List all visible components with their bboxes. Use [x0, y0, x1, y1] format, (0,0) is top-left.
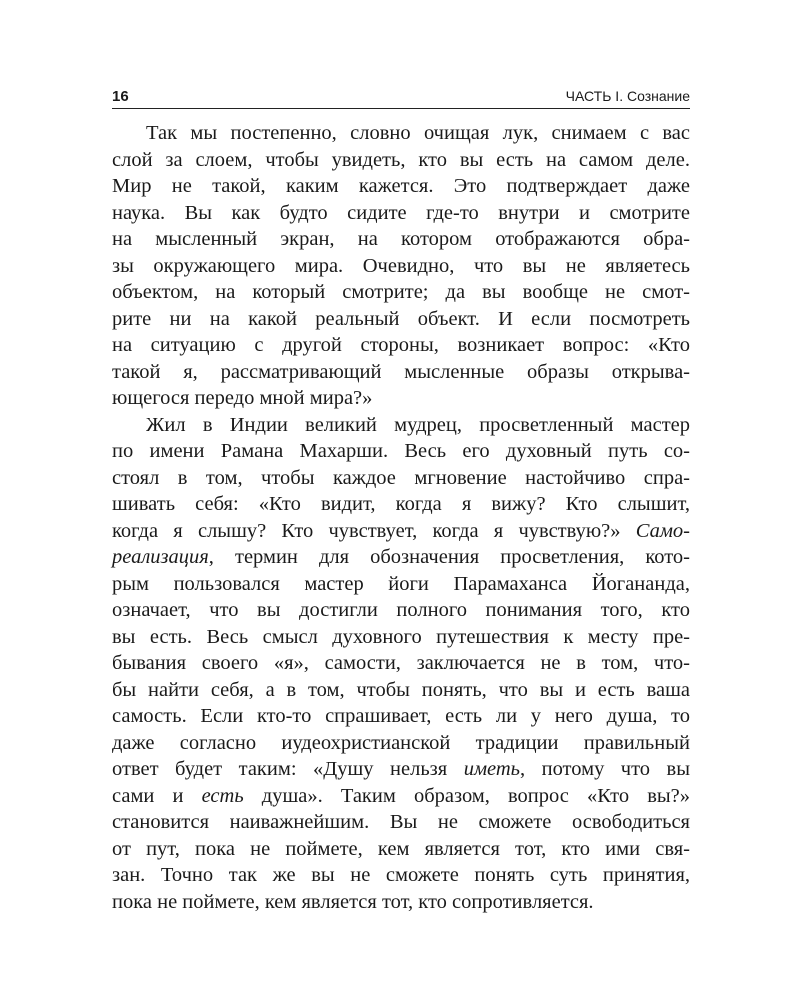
text-line	[112, 783, 690, 810]
text-line	[112, 200, 690, 227]
text-run: Жил в Индии великий мудрец, просветленный мастер	[146, 413, 690, 436]
text-line	[112, 544, 690, 571]
text-run: рите ни на какой реальный объект. И если посмотреть	[112, 307, 690, 330]
text-run: наука. Вы как будто сидите где-то внутри и смотрите	[112, 201, 690, 224]
text-line	[112, 703, 690, 730]
text-line	[112, 332, 690, 359]
text-run: шивать себя: «Кто видит, когда я вижу? Кто слышит,	[112, 493, 690, 515]
text-run: на мысленный экран, на котором отображаются обра-	[112, 228, 690, 250]
text-line	[112, 597, 690, 624]
text-run: слой за слоем, чтобы увидеть, кто вы есть на самом деле.	[112, 148, 690, 171]
italic-text: есть	[201, 784, 244, 807]
text-run: на ситуацию с другой стороны, возникает вопрос: «Кто	[112, 334, 690, 356]
text-line	[112, 385, 690, 412]
text-run: , потому что вы	[519, 758, 690, 780]
text-line	[112, 279, 690, 306]
text-line	[112, 677, 690, 704]
text-run: такой я, рассматривающий мысленные образы открыва-	[112, 360, 690, 383]
paragraph	[112, 412, 690, 916]
text-run: становится наиважнейшим. Вы не сможете освободиться	[112, 811, 690, 833]
text-line	[112, 518, 690, 545]
text-line	[112, 226, 690, 253]
text-line	[112, 809, 690, 836]
text-run: объектом, на который смотрите; да вы вообще не смот-	[112, 281, 690, 303]
text-line	[112, 173, 690, 200]
text-line	[112, 730, 690, 757]
text-line	[112, 438, 690, 465]
text-run: душа». Таким образом, вопрос «Кто вы?»	[243, 784, 690, 807]
text-run: от пут, пока не поймете, кем является тот, кто ими свя-	[112, 837, 690, 860]
text-line	[112, 836, 690, 863]
text-run: бы найти себя, а в том, чтобы понять, что вы и есть ваша	[112, 678, 690, 701]
text-run: зан. Точно так же вы не сможете понять суть принятия,	[112, 864, 690, 886]
text-run: стоял в том, чтобы каждое мгновение настойчиво спра-	[112, 466, 690, 489]
text-run: когда я слышу? Кто чувствует, когда я чувствую?»	[112, 519, 636, 542]
text-line	[112, 306, 690, 333]
text-line	[112, 756, 690, 783]
text-line	[112, 650, 690, 677]
text-run: бывания своего «я», самости, заключается не в том, что-	[112, 652, 690, 674]
page-header	[112, 86, 690, 108]
text-run: вы есть. Весь смысл духовного путешествия к месту пре-	[112, 625, 690, 648]
text-run: даже согласно иудеохристианской традиции правильный	[112, 731, 690, 754]
text-run: Так мы постепенно, словно очищая лук, снимаем с вас	[146, 122, 690, 144]
text-run: , термин для обозначения просветления, кото-	[208, 546, 690, 568]
italic-text: иметь	[463, 758, 520, 780]
text-run: Мир не такой, каким кажется. Это подтверждает даже	[112, 175, 690, 197]
text-run: самость. Если кто-то спрашивает, есть ли у него душа, то	[112, 705, 690, 727]
text-line	[112, 491, 690, 518]
page-number: 16	[112, 88, 129, 105]
text-run: сами и	[112, 784, 202, 807]
text-line	[112, 465, 690, 492]
text-line	[112, 120, 690, 147]
text-line	[112, 862, 690, 889]
text-run: ющегося передо мной мира?»	[112, 387, 373, 409]
text-line	[112, 624, 690, 651]
italic-text: реализация	[112, 546, 209, 568]
italic-text: Само-	[635, 519, 690, 542]
text-line	[112, 889, 690, 916]
text-run: зы окружающего мира. Очевидно, что вы не являетесь	[112, 254, 690, 277]
text-run: по имени Рамана Махарши. Весь его духовный путь со-	[112, 440, 690, 462]
text-run: ответ будет таким: «Душу нельзя	[112, 758, 464, 780]
running-head: ЧАСТЬ I. Сознание	[565, 88, 690, 104]
header-rule	[112, 108, 690, 109]
body-text	[112, 120, 690, 915]
text-run: пока не поймете, кем является тот, кто сопротивляется.	[112, 890, 594, 913]
text-run: означает, что вы достигли полного понимания того, кто	[112, 599, 690, 621]
text-line	[112, 412, 690, 439]
paragraph	[112, 120, 690, 412]
text-line	[112, 571, 690, 598]
text-line	[112, 147, 690, 174]
text-line	[112, 359, 690, 386]
text-line	[112, 253, 690, 280]
text-run: рым пользовался мастер йоги Парамаханса Йогананда,	[112, 572, 690, 595]
